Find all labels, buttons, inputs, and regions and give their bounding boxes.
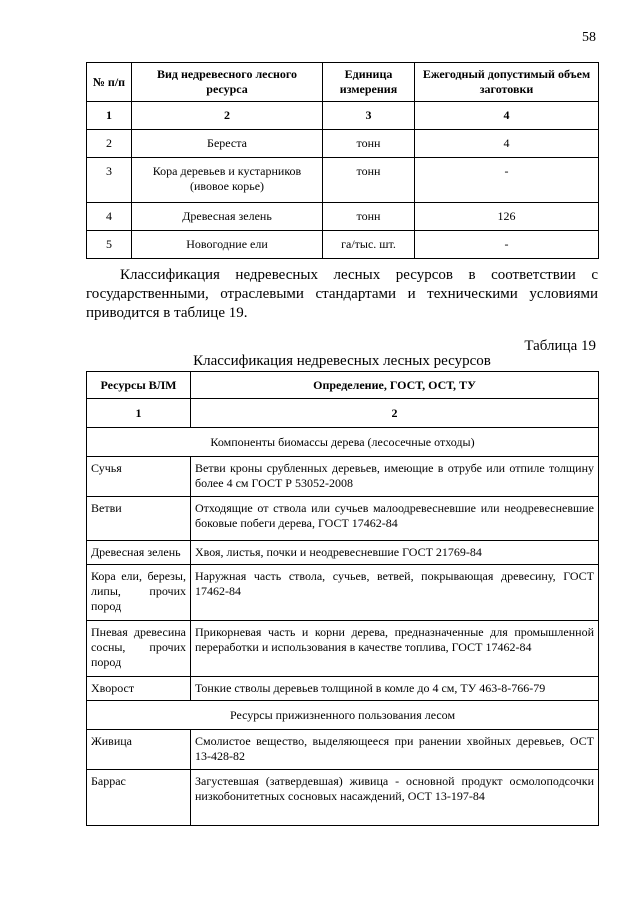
resource-cell: Живица xyxy=(87,730,191,770)
section-row xyxy=(87,428,599,457)
section-heading: Ресурсы прижизненного пользования лесом xyxy=(87,701,599,730)
table-cell: 4 xyxy=(415,102,599,130)
definition-cell: Тонкие стволы деревьев толщиной в комле до 4 см, ТУ 463-8-766-79 xyxy=(191,677,599,701)
column-header: Вид недревесного лесного ресурса xyxy=(132,63,323,102)
definition-cell: Прикорневая часть и корни дерева, предназначенные для промышленной переработки и использования в качестве топлива, ГОСТ 17462-84 xyxy=(191,621,599,677)
table-cell: тонн xyxy=(323,203,415,231)
section-heading: Компоненты биомассы дерева (лесосечные отходы) xyxy=(87,428,599,457)
resource-cell: Хворост xyxy=(87,677,191,701)
definition-cell: Отходящие от ствола или сучьев малоодревесневшие или неодревесневшие боковые побеги дерева, ГОСТ 17462-84 xyxy=(191,497,599,541)
table-cell: 3 xyxy=(87,158,132,203)
table-cell: 5 xyxy=(87,231,132,259)
table-cell: 3 xyxy=(323,102,415,130)
table-cell: 2 xyxy=(87,130,132,158)
resource-cell: Кора ели, березы, липы, прочих пород xyxy=(87,565,191,621)
harvest-volume-table xyxy=(86,62,599,259)
table-cell: тонн xyxy=(323,130,415,158)
definition-cell: Загустевшая (затвердевшая) живица - основной продукт осмолоподсочки низкобонитетных сосновых насаждений, ОСТ 13-197-84 xyxy=(191,770,599,826)
definition-cell: Наружная часть ствола, сучьев, ветвей, покрывающая древесину, ГОСТ 17462-84 xyxy=(191,565,599,621)
table-row xyxy=(87,497,599,541)
table-cell: 1 xyxy=(87,399,191,428)
column-header: Ежегодный допустимый объем заготовки xyxy=(415,63,599,102)
body-paragraph: Классификация недревесных лесных ресурсов в соответствии с государственными, отраслевыми стандартами и техническими условиями приводится в таблице 19. xyxy=(86,267,598,321)
column-number-row xyxy=(87,102,599,130)
table-cell: 2 xyxy=(191,399,599,428)
table-row xyxy=(87,730,599,770)
table-row xyxy=(87,565,599,621)
section-row xyxy=(87,701,599,730)
table-row xyxy=(87,541,599,565)
column-header: Единица измерения xyxy=(323,63,415,102)
definition-cell: Хвоя, листья, почки и неодревесневшие ГОСТ 21769-84 xyxy=(191,541,599,565)
definition-cell: Ветви кроны срубленных деревьев, имеющие в отрубе или отпиле толщину более 4 см ГОСТ Р 53052-2008 xyxy=(191,457,599,497)
column-header: Определение, ГОСТ, ОСТ, ТУ xyxy=(191,372,599,399)
table-row xyxy=(87,677,599,701)
resource-cell: Пневая древесина сосны, прочих пород xyxy=(87,621,191,677)
table-cell: 1 xyxy=(87,102,132,130)
table-row xyxy=(87,457,599,497)
table-cell: тонн xyxy=(323,158,415,203)
table-cell: га/тыс. шт. xyxy=(323,231,415,259)
resource-cell: Ветви xyxy=(87,497,191,541)
table-header-row xyxy=(87,372,599,399)
table-cell: Древесная зелень xyxy=(132,203,323,231)
table-cell: 4 xyxy=(87,203,132,231)
table-row xyxy=(87,158,599,203)
table-row xyxy=(87,130,599,158)
table-header-row xyxy=(87,63,599,102)
table-cell: Кора деревьев и кустарников (ивовое корье) xyxy=(132,158,323,203)
table-cell: Береста xyxy=(132,130,323,158)
table-cell: 2 xyxy=(132,102,323,130)
table-row xyxy=(87,621,599,677)
table-title: Классификация недревесных лесных ресурсов xyxy=(193,353,491,369)
classification-table xyxy=(86,371,599,826)
table-row xyxy=(87,203,599,231)
table-row xyxy=(87,770,599,826)
table-cell: - xyxy=(415,231,599,259)
column-header: № п/п xyxy=(87,63,132,102)
column-number-row xyxy=(87,399,599,428)
definition-cell: Смолистое вещество, выделяющееся при ранении хвойных деревьев, ОСТ 13-428-82 xyxy=(191,730,599,770)
table-label: Таблица 19 xyxy=(524,338,596,354)
table-cell: Новогодние ели xyxy=(132,231,323,259)
page-number: 58 xyxy=(582,30,596,45)
table-row xyxy=(87,231,599,259)
column-header: Ресурсы ВЛМ xyxy=(87,372,191,399)
table-cell: 126 xyxy=(415,203,599,231)
resource-cell: Сучья xyxy=(87,457,191,497)
table-cell: - xyxy=(415,158,599,203)
resource-cell: Баррас xyxy=(87,770,191,826)
table-cell: 4 xyxy=(415,130,599,158)
resource-cell: Древесная зелень xyxy=(87,541,191,565)
